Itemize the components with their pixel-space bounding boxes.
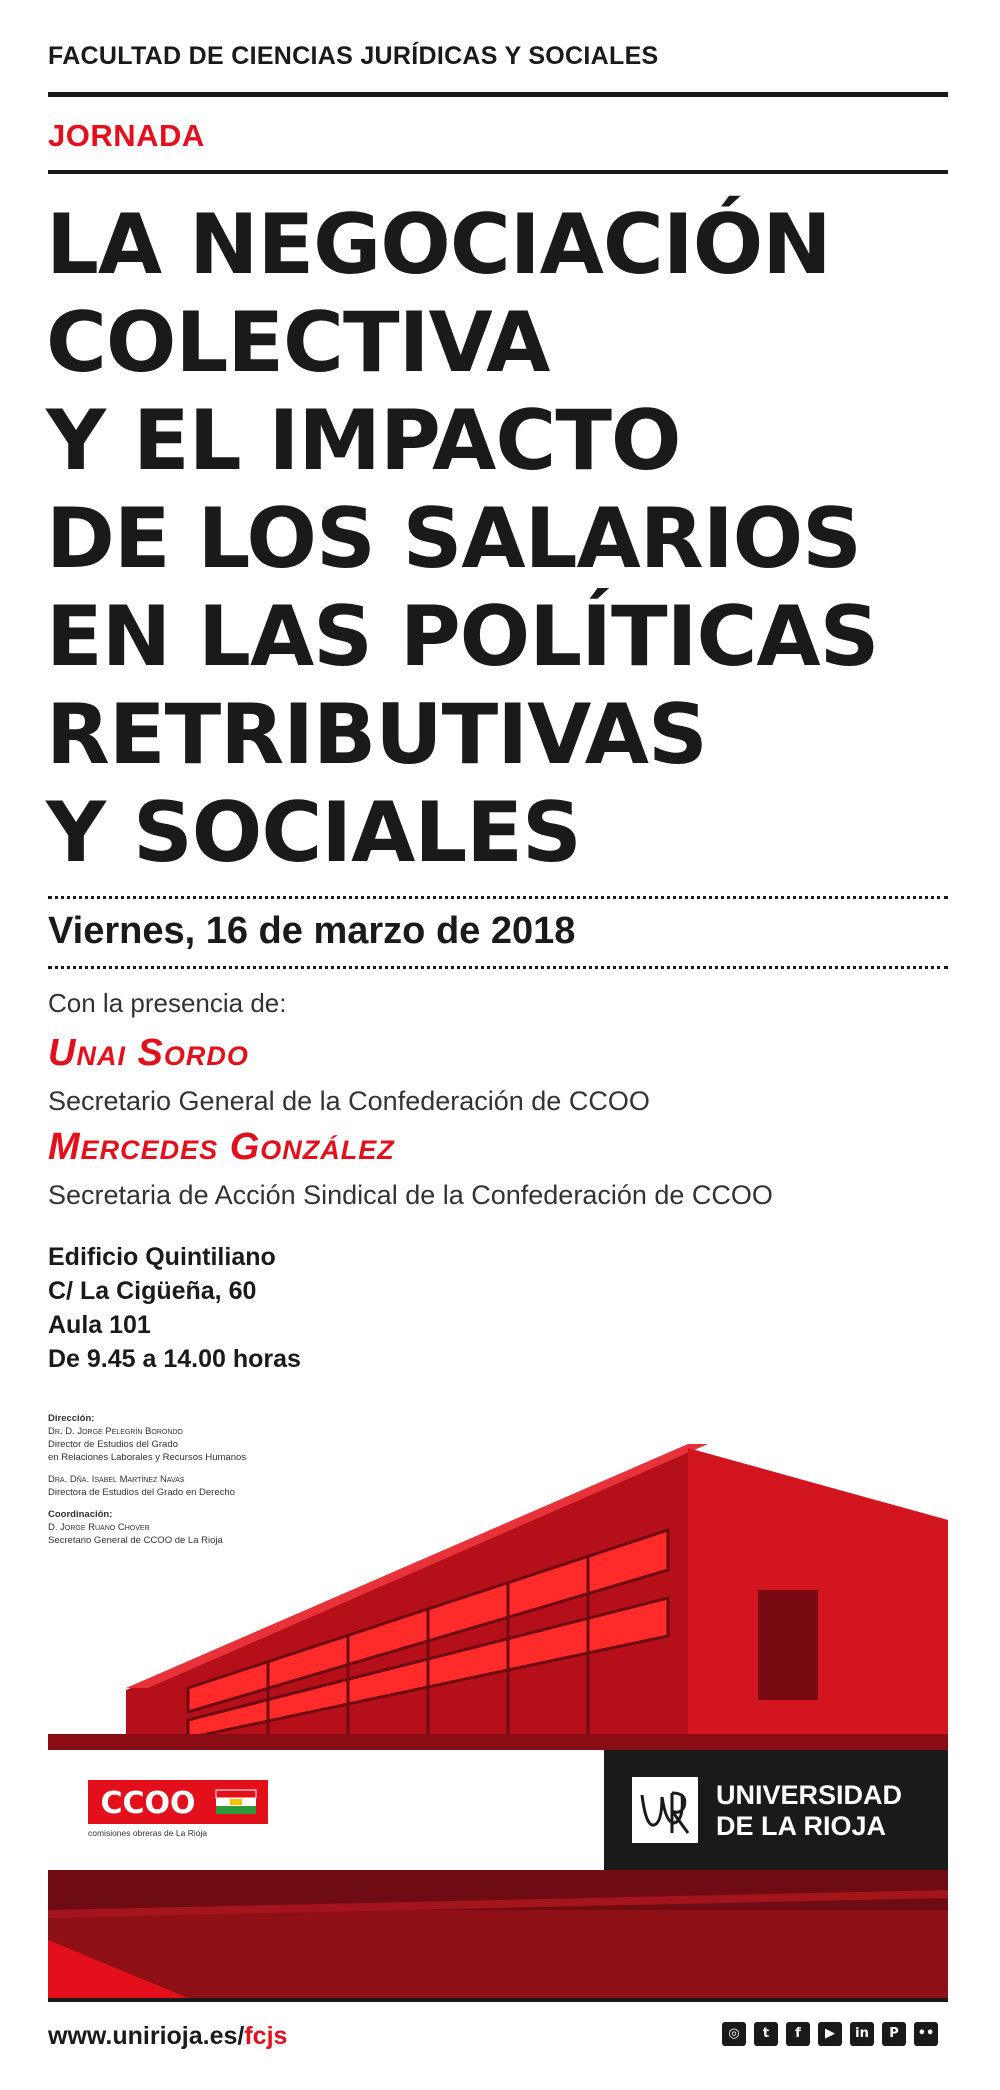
ccoo-subtitle: comisiones obreras de La Rioja bbox=[88, 1828, 208, 1838]
ccoo-logo bbox=[88, 1780, 268, 1824]
credits-coordinator-role: Secretario General de CCOO de La Rioja bbox=[48, 1535, 223, 1546]
university-name bbox=[716, 1780, 902, 1842]
facebook-icon[interactable]: f bbox=[786, 2022, 810, 2046]
dotted-divider bbox=[48, 896, 948, 899]
instagram-icon[interactable]: ◎ bbox=[722, 2022, 746, 2046]
venue-hours: De 9.45 a 14.00 horas bbox=[48, 1345, 301, 1373]
venue-building: Edificio Quintiliano bbox=[48, 1243, 276, 1271]
presence-label: Con la presencia de: bbox=[48, 988, 287, 1018]
credits-director2-role: Directora de Estudios del Grado en Derecho bbox=[48, 1487, 235, 1498]
faculty-name: FACULTAD DE CIENCIAS JURÍDICAS Y SOCIALES bbox=[48, 42, 659, 70]
ccoo-logo-text: CCOO bbox=[100, 1786, 196, 1821]
event-date: Viernes, 16 de marzo de 2018 bbox=[48, 910, 576, 952]
university-emblem-icon bbox=[632, 1777, 698, 1843]
title-line: Y SOCIALES bbox=[46, 784, 581, 881]
title-line: COLECTIVA bbox=[46, 294, 550, 391]
university-name-line: UNIVERSIDAD bbox=[716, 1780, 903, 1810]
website-link[interactable] bbox=[48, 2022, 287, 2051]
venue-block bbox=[48, 1240, 301, 1376]
credits-director2-name: Dra. Dña. Isabel Martínez Navas bbox=[48, 1474, 185, 1485]
pinterest-icon[interactable]: P bbox=[882, 2022, 906, 2046]
title-line: RETRIBUTIVAS bbox=[46, 686, 707, 783]
credits-coordination-label: Coordinación: bbox=[48, 1509, 113, 1520]
flickr-icon[interactable]: •• bbox=[914, 2022, 938, 2046]
twitter-icon[interactable]: t bbox=[754, 2022, 778, 2046]
credits-director1-name: Dr. D. Jorge Pelegrín Borondo bbox=[48, 1426, 183, 1437]
youtube-icon[interactable]: ▶ bbox=[818, 2022, 842, 2046]
title-divider bbox=[48, 170, 948, 174]
lawn-photo bbox=[48, 1870, 948, 1998]
title-line: Y EL IMPACTO bbox=[46, 392, 681, 489]
venue-street: C/ La Cigüeña, 60 bbox=[48, 1277, 257, 1305]
title-line: DE LOS SALARIOS bbox=[46, 490, 861, 587]
venue-room: Aula 101 bbox=[48, 1311, 151, 1339]
speaker-role: Secretario General de la Confederación de CCOO bbox=[48, 1086, 650, 1116]
credits-block bbox=[48, 1412, 388, 1547]
credits-director1-role: en Relaciones Laborales y Recursos Humanos bbox=[48, 1452, 247, 1463]
header-divider bbox=[48, 92, 948, 97]
event-title bbox=[46, 196, 966, 882]
title-line: LA NEGOCIACIÓN bbox=[46, 196, 831, 293]
website-url-suffix: fcjs bbox=[244, 2022, 288, 2050]
title-line: EN LAS POLÍTICAS bbox=[46, 588, 879, 685]
credits-director1-role: Director de Estudios del Grado bbox=[48, 1439, 178, 1450]
speaker-role: Secretaria de Acción Sindical de la Confederación de CCOO bbox=[48, 1180, 773, 1210]
speaker-name: Unai Sordo bbox=[48, 1032, 249, 1074]
credits-coordinator-name: D. Jorge Ruano Chover bbox=[48, 1522, 150, 1533]
credits-direction-label: Dirección: bbox=[48, 1413, 95, 1424]
dotted-divider bbox=[48, 966, 948, 969]
footer-divider bbox=[48, 1998, 948, 2002]
event-type: JORNADA bbox=[48, 118, 205, 153]
university-name-line: DE LA RIOJA bbox=[716, 1811, 887, 1841]
linkedin-icon[interactable]: in bbox=[850, 2022, 874, 2046]
speaker-name: Mercedes González bbox=[48, 1126, 395, 1168]
website-url-prefix: www.unirioja.es/ bbox=[48, 2022, 245, 2050]
